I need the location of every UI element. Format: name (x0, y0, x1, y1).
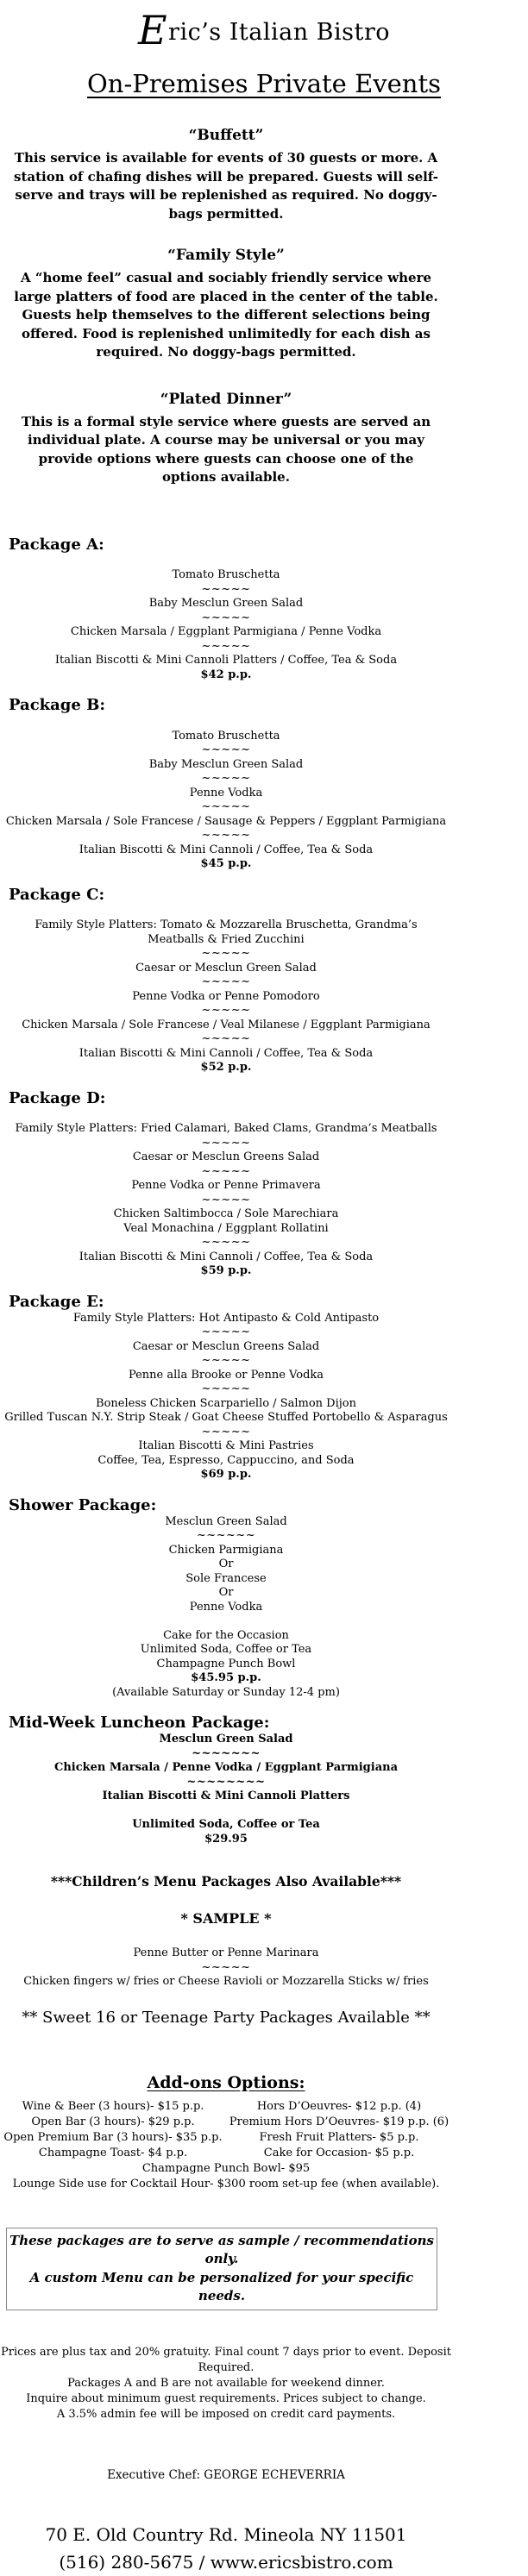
package-section (0, 886, 452, 1075)
menu-item: (Available Saturday or Sunday 12-4 pm) (112, 1685, 340, 1699)
service-style (0, 126, 452, 223)
package-section (0, 696, 452, 872)
menu-item: Coffee, Tea, Espresso, Cappuccino, and Soda (97, 1453, 355, 1467)
package-heading: Package A: (9, 535, 104, 554)
menu-item: Penne Vodka or Penne Pomodoro (132, 989, 320, 1003)
price-line: $69 p.p. (200, 1468, 252, 1481)
service-style-heading: “Buffett” (188, 127, 264, 144)
separator: ~~~~~ (201, 743, 251, 756)
menu-item: Penne Vodka (189, 786, 263, 799)
menu-item: Chicken Marsala / Sole Francese / Sausage & Peppers / Eggplant Parmigiana (5, 814, 447, 828)
package-heading: Mid-Week Luncheon Package: (9, 1714, 270, 1732)
separator: ~~~~~ (201, 1032, 251, 1045)
executive-chef-line: Executive Chef: GEORGE ECHEVERRIA (107, 2467, 345, 2482)
package-lines (0, 1108, 452, 1279)
footer-line: 70 E. Old Country Rd. Mineola NY 11501 (45, 2523, 407, 2545)
package-section (0, 1496, 452, 1701)
blank-line (0, 715, 452, 730)
addon-item: Champagne Punch Bowl- $95 (141, 2161, 311, 2175)
package-section (0, 1293, 452, 1482)
separator: ~~~~~ (201, 1960, 251, 1974)
menu-item: Penne Butter or Penne Marinara (133, 1946, 319, 1959)
separator: ~~~~~ (201, 1382, 251, 1395)
menu-item: Italian Biscotti & Mini Cannoli Platters (102, 1789, 350, 1802)
addons-left-column (0, 2099, 226, 2161)
package-heading: Package B: (9, 696, 105, 714)
blank-line (0, 1614, 452, 1629)
menu-item: Tomato Bruschetta (172, 568, 280, 581)
addons-section (0, 2071, 452, 2193)
separator: ~~~~~ (201, 1326, 251, 1338)
title-initial-letter: E (137, 7, 168, 53)
menu-item: Tomato Bruschetta (172, 729, 280, 743)
blank-line (0, 555, 452, 569)
service-style (0, 390, 452, 487)
package-lines (0, 1312, 452, 1482)
disclaimer-line: A custom Menu can be personalized for your specific needs. (29, 2269, 414, 2303)
separator: ~~~~~ (201, 829, 251, 842)
price-line: $45 p.p. (200, 857, 252, 870)
separator: ~~~~~ (201, 1164, 251, 1178)
addon-item: Champagne Toast- $4 p.p. (38, 2146, 188, 2159)
menu-item: Chicken Marsala / Penne Vodka / Eggplant Parmigiana (54, 1761, 398, 1774)
service-styles-section (0, 126, 452, 487)
price-line: $45.95 p.p. (191, 1671, 261, 1684)
separator: ~~~~~ (201, 1354, 251, 1367)
separator: ~~~~~ (201, 1004, 251, 1017)
menu-item: Grilled Tuscan N.Y. Strip Steak / Goat Cheese Stuffed Portobello & Asparagus (4, 1411, 448, 1424)
menu-item: Caesar or Mesclun Greens Salad (132, 1339, 320, 1353)
service-style-heading: “Plated Dinner” (160, 390, 292, 408)
menu-item: Penne Vodka or Penne Primavera (131, 1179, 321, 1192)
separator: ~~~~~ (201, 772, 251, 785)
separator: ~~~~~~~~ (186, 1775, 266, 1789)
fine-print-line: A 3.5% admin fee will be imposed on credit card payments. (56, 2407, 396, 2421)
menu-item: Italian Biscotti & Mini Cannoli / Coffee, Tea & Soda (79, 1250, 374, 1263)
package-heading: Package E: (9, 1292, 104, 1311)
menu-item: $29.95 (204, 1832, 248, 1846)
blank-line (0, 1108, 452, 1123)
service-style-heading: “Family Style” (167, 247, 285, 264)
menu-item: Veal Monachina / Eggplant Rollatini (123, 1221, 329, 1235)
separator: ~~~~~~ (196, 1529, 256, 1542)
menu-item: Penne Vodka (189, 1600, 263, 1614)
package-lines (0, 1733, 452, 1846)
menu-item: Penne alla Brooke or Penne Vodka (128, 1368, 324, 1382)
menu-item: Caesar or Mesclun Greens Salad (132, 1150, 320, 1163)
addons-full-width-lines (0, 2161, 452, 2193)
sample-menu-lines (0, 1946, 452, 1990)
separator: ~~~~~ (201, 800, 251, 813)
separator: ~~~~~ (201, 975, 251, 988)
menu-item: Chicken fingers w/ fries or Cheese Ravioli or Mozzarella Sticks w/ fries (23, 1975, 429, 1988)
title-rest: ric’s Italian Bistro (168, 19, 391, 46)
package-section (0, 1714, 452, 1846)
addon-item: Hors D’Oeuvres- $12 p.p. (4) (256, 2099, 422, 2113)
separator: ~~~~~ (201, 1136, 251, 1150)
addon-item: Fresh Fruit Platters- $5 p.p. (259, 2130, 419, 2144)
addon-item: Cake for Occasion- $5 p.p. (263, 2146, 415, 2159)
separator: ~~~~~ (201, 639, 251, 653)
address-footer (0, 2521, 452, 2576)
service-style-description: A “home feel” casual and sociably friendly service where large platters of food are placed in the center of the table. Guests help themselves to the different selections being offered. Food is replenished unlimitedly for each dish as required. No doggy-bags permitted. (14, 270, 438, 360)
separator: ~~~~~ (201, 1425, 251, 1438)
package-lines (0, 555, 452, 683)
menu-item: Baby Mesclun Green Salad (148, 757, 304, 771)
menu-item: Sole Francese (185, 1571, 267, 1585)
footer-line: (516) 280-5675 / www.ericsbistro.com (59, 2551, 393, 2573)
menu-item: Chicken Marsala / Sole Francese / Veal Milanese / Eggplant Parmigiana (22, 1018, 431, 1031)
package-section (0, 1089, 452, 1279)
addon-item: Lounge Side use for Cocktail Hour- $300 room set-up fee (when available). (12, 2178, 440, 2191)
menu-item: Mesclun Green Salad (159, 1733, 293, 1746)
document-header (0, 7, 528, 100)
menu-item: Champagne Punch Bowl (156, 1657, 296, 1670)
package-heading: Shower Package: (9, 1495, 157, 1514)
addon-item: Open Bar (3 hours)- $29 p.p. (31, 2115, 195, 2128)
fine-print-line: Packages A and B are not available for weekend dinner. (67, 2376, 385, 2390)
menu-item: Or (218, 1558, 234, 1570)
addon-item: Wine & Beer (3 hours)- $15 p.p. (22, 2099, 204, 2113)
sample-disclaimer-box (6, 2228, 437, 2310)
menu-item: Chicken Parmigiana (168, 1543, 284, 1557)
service-style-description: This is a formal style service where guests are served an individual plate. A course may be universal or you may provide options where guests can choose one of the options available. (21, 413, 431, 485)
package-lines (0, 1515, 452, 1701)
menu-item: Chicken Marsala / Eggplant Parmigiana / Penne Vodka (70, 625, 382, 638)
menu-item: Or (218, 1586, 234, 1599)
sample-title: * SAMPLE * (180, 1910, 272, 1927)
addons-heading: Add-ons Options: (147, 2072, 305, 2092)
package-heading: Package D: (9, 1088, 106, 1107)
menu-item: Italian Biscotti & Mini Cannoli / Coffee, Tea & Soda (79, 1046, 374, 1060)
service-style (0, 246, 452, 362)
separator: ~~~~~~~ (192, 1746, 261, 1760)
fine-print (0, 2345, 452, 2422)
menu-item: Family Style Platters: Hot Antipasto & Cold Antipasto (72, 1311, 380, 1325)
menu-item: Cake for the Occasion (163, 1628, 289, 1642)
packages-section (0, 536, 452, 1847)
menu-item: Unlimited Soda, Coffee or Tea (132, 1818, 320, 1831)
package-heading: Package C: (9, 885, 105, 904)
fine-print-line: Inquire about minimum guest requirements. Prices subject to change. (26, 2391, 426, 2405)
package-lines (0, 715, 452, 872)
addons-columns (0, 2099, 452, 2161)
menu-item: Italian Biscotti & Mini Cannoli Platters / Coffee, Tea & Soda (54, 654, 398, 667)
sweet16-note: ** Sweet 16 or Teenage Party Packages Available ** (22, 2008, 431, 2027)
menu-item: Family Style Platters: Tomato & Mozzarella Bruschetta, Grandma’s Meatballs & Fried Zucchini (35, 918, 418, 946)
menu-item: Chicken Saltimbocca / Sole Marechiara (113, 1207, 339, 1220)
blank-line (0, 905, 452, 919)
separator: ~~~~~ (201, 582, 251, 596)
separator: ~~~~~ (201, 947, 251, 960)
price-line: $59 p.p. (200, 1264, 252, 1277)
fine-print-line: Prices are plus tax and 20% gratuity. Final count 7 days prior to event. Deposit Required. (1, 2345, 451, 2374)
price-line: $52 p.p. (200, 1061, 252, 1074)
restaurant-title (0, 7, 528, 53)
separator: ~~~~~ (201, 1193, 251, 1207)
menu-item: Family Style Platters: Fried Calamari, Baked Clams, Grandma’s Meatballs (15, 1122, 437, 1135)
addon-item: Open Premium Bar (3 hours)- $35 p.p. (3, 2130, 223, 2144)
content-column (0, 126, 452, 2576)
menu-item: Italian Biscotti & Mini Pastries (138, 1439, 314, 1452)
price-line: $42 p.p. (200, 668, 252, 681)
menu-item: Italian Biscotti & Mini Cannoli / Coffee, Tea & Soda (79, 843, 374, 856)
menu-item: Baby Mesclun Green Salad (148, 597, 304, 610)
separator: ~~~~~ (201, 611, 251, 624)
service-style-description: This service is available for events of 30 guests or more. A station of chafing dishes will be prepared. Guests will self-serve and trays will be replenished as required. No doggy-bags permitted. (14, 150, 438, 222)
package-lines (0, 905, 452, 1075)
separator: ~~~~~ (201, 1236, 251, 1249)
menu-item: Caesar or Mesclun Green Salad (135, 961, 317, 975)
menu-item: Unlimited Soda, Coffee or Tea (140, 1643, 312, 1656)
addons-right-column (226, 2099, 452, 2161)
blank-line (0, 1804, 452, 1819)
page-title: On-Premises Private Events (87, 69, 441, 98)
children-menu-note: ***Children’s Menu Packages Also Available*** (50, 1873, 402, 1890)
disclaimer-line: These packages are to serve as sample / recommendations only. (9, 2232, 434, 2266)
addon-item: Premium Hors D’Oeuvres- $19 p.p. (6) (229, 2115, 449, 2128)
menu-item: Mesclun Green Salad (165, 1514, 287, 1528)
menu-item: Boneless Chicken Scarpariello / Salmon Dijon (96, 1396, 356, 1410)
package-section (0, 536, 452, 683)
